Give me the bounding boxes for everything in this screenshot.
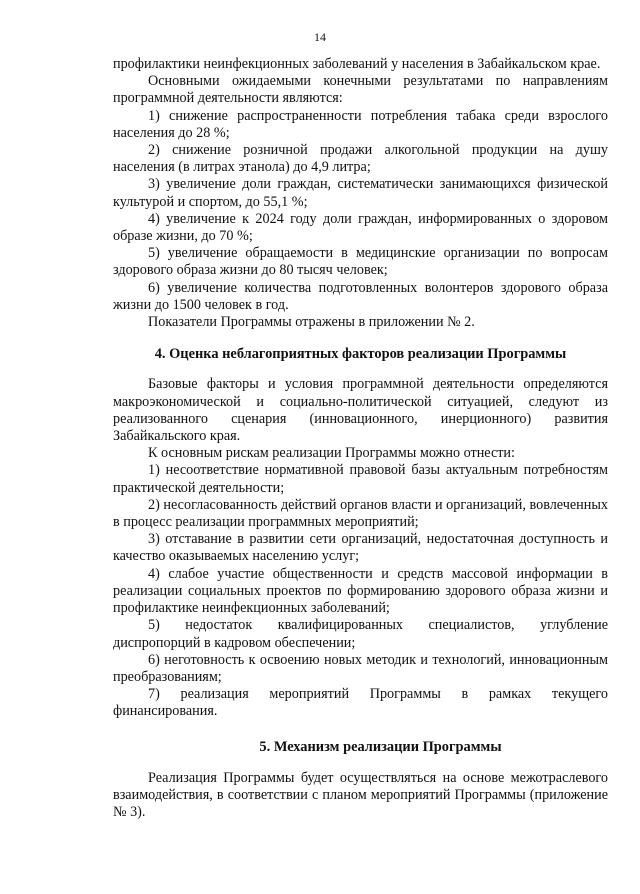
- result-item: 6) увеличение количества подготовленных волонтеров здорового образа жизни до 1500 человек в год.: [113, 279, 608, 313]
- result-item: 2) снижение розничной продажи алкогольной продукции на душу населения (в литрах этанола) до 4,9 литра;: [113, 142, 608, 176]
- paragraph-continuation: профилактики неинфекционных заболеваний у населения в Забайкальском крае.: [113, 56, 601, 72]
- risk-item: 5) недостаток квалифицированных специалистов, углубление диспропорций в кадровом обеспечении;: [113, 617, 608, 651]
- section-4-paragraph: Базовые факторы и условия программной деятельности определяются макроэкономической и социально-политической ситуацией, следуют из реализованного сценария (инновационного, инерционного) развития Забайкальского края.: [113, 376, 608, 445]
- paragraph-indicators: Показатели Программы отражены в приложении № 2.: [148, 314, 475, 331]
- result-item: 5) увеличение обращаемости в медицинские организации по вопросам здорового образа жизни до 80 тысяч человек;: [113, 245, 608, 279]
- risk-item: 4) слабое участие общественности и средств массовой информации в реализации социальных проектов по формированию здорового образа жизни и профилактике неинфекционных заболеваний;: [113, 565, 608, 617]
- risk-item: 2) несогласованность действий органов власти и организаций, вовлеченных в процесс реализации программных мероприятий;: [113, 496, 608, 531]
- page-number: 14: [314, 30, 326, 44]
- result-item: 3) увеличение доли граждан, систематически занимающихся физической культурой и спортом, до 55,1 %;: [113, 176, 608, 210]
- section-5-paragraph: Реализация Программы будет осуществляться на основе межотраслевого взаимодействия, в соответствии с планом мероприятий Программы (приложение № 3).: [113, 769, 608, 821]
- risk-item: 7) реализация мероприятий Программы в рамках текущего финансирования.: [113, 686, 608, 720]
- risk-item: 6) неготовность к освоению новых методик и технологий, инновационным преобразованиям;: [113, 651, 608, 685]
- section-5-heading: 5. Механизм реализации Программы: [259, 738, 502, 755]
- document-body: [113, 56, 608, 821]
- risk-item: 1) несоответствие нормативной правовой базы актуальным потребностям практической деятельности;: [113, 462, 608, 496]
- result-item: 1) снижение распространенности потребления табака среди взрослого населения до 28 %;: [113, 107, 608, 141]
- paragraph-results-lead: Основными ожидаемыми конечными результатами по направлениям программной деятельности являются:: [113, 73, 608, 107]
- result-item: 4) увеличение к 2024 году доли граждан, информированных о здоровом образе жизни, до 70 %;: [113, 210, 608, 245]
- risk-item: 3) отставание в развитии сети организаций, недостаточная доступность и качество оказываемых населению услуг;: [113, 531, 608, 565]
- section-4-risks-lead: К основным рискам реализации Программы можно отнести:: [148, 445, 515, 462]
- section-4-heading: 4. Оценка неблагоприятных факторов реализации Программы: [154, 346, 567, 363]
